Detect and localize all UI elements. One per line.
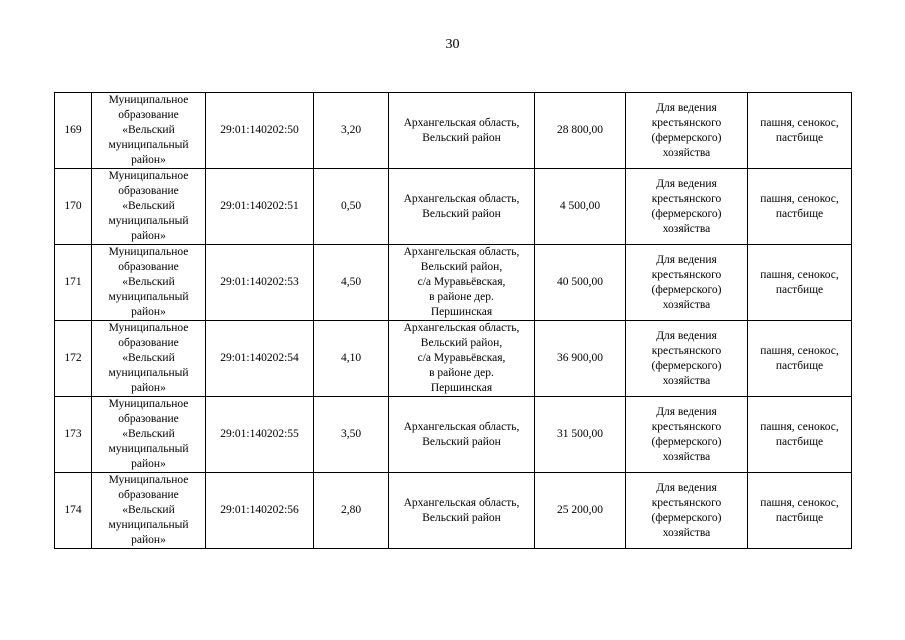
location-line: Вельский район — [422, 511, 501, 524]
permitted-use-line: хозяйства — [662, 222, 711, 235]
land-use-type-line: пастбище — [775, 511, 824, 524]
owner-line: образование — [118, 413, 179, 425]
owner-line: Муниципальное — [108, 94, 189, 106]
permitted-use-cell — [626, 169, 748, 245]
location-line: Першинская — [430, 382, 493, 394]
row-number-cell: 171 — [55, 245, 92, 321]
location-line: с/а Муравьёвская, — [417, 276, 506, 288]
land-use-type-cell — [748, 321, 852, 397]
location-line: в районе дер. — [429, 367, 494, 379]
area-cell: 4,10 — [314, 321, 389, 397]
location-line: Першинская — [430, 306, 493, 318]
land-use-type-line: пастбище — [775, 207, 824, 220]
location-cell — [389, 473, 535, 549]
land-use-type-cell — [748, 93, 852, 169]
price-cell: 36 900,00 — [535, 321, 626, 397]
owner-line: муниципальный — [108, 519, 189, 531]
land-use-type-cell — [748, 245, 852, 321]
land-use-type-line: пашня, сенокос, — [760, 344, 839, 357]
permitted-use-line: (фермерского) — [651, 511, 722, 524]
owner-line: образование — [118, 489, 179, 501]
permitted-use-line: Для ведения — [656, 329, 717, 342]
permitted-use-line: Для ведения — [656, 253, 717, 266]
permitted-use-line: Для ведения — [656, 101, 717, 114]
permitted-use-cell — [626, 93, 748, 169]
permitted-use-line: хозяйства — [662, 526, 711, 539]
permitted-use-line: хозяйства — [662, 450, 711, 463]
area-cell: 4,50 — [314, 245, 389, 321]
location-cell — [389, 397, 535, 473]
owner-line: район» — [131, 230, 166, 242]
land-use-type-line: пашня, сенокос, — [760, 496, 839, 509]
location-line: с/а Муравьёвская, — [417, 352, 506, 364]
location-line: Архангельская область, — [403, 496, 520, 509]
cadastral-number-cell: 29:01:140202:56 — [206, 473, 314, 549]
permitted-use-line: крестьянского — [651, 192, 722, 205]
permitted-use-cell — [626, 397, 748, 473]
location-line: Вельский район, — [420, 337, 503, 349]
land-use-type-cell — [748, 473, 852, 549]
owner-line: Муниципальное — [108, 398, 189, 410]
land-use-type-line: пастбище — [775, 131, 824, 144]
table-body — [55, 93, 852, 549]
permitted-use-line: крестьянского — [651, 268, 722, 281]
location-line: в районе дер. — [429, 291, 494, 303]
location-cell — [389, 321, 535, 397]
owner-line: «Вельский — [122, 124, 175, 136]
land-use-type-line: пашня, сенокос, — [760, 116, 839, 129]
table-row — [55, 397, 852, 473]
owner-line: образование — [118, 337, 179, 349]
owner-cell — [92, 169, 206, 245]
location-line: Вельский район — [422, 435, 501, 448]
owner-line: район» — [131, 534, 166, 546]
owner-line: район» — [131, 458, 166, 470]
owner-line: образование — [118, 261, 179, 273]
location-line: Вельский район, — [420, 261, 503, 273]
owner-line: муниципальный — [108, 443, 189, 455]
location-cell — [389, 245, 535, 321]
permitted-use-line: (фермерского) — [651, 359, 722, 372]
location-line: Вельский район — [422, 207, 501, 220]
land-use-type-line: пастбище — [775, 283, 824, 296]
row-number-cell: 169 — [55, 93, 92, 169]
permitted-use-cell — [626, 473, 748, 549]
permitted-use-cell — [626, 245, 748, 321]
location-line: Архангельская область, — [403, 322, 520, 334]
owner-line: «Вельский — [122, 352, 175, 364]
location-line: Архангельская область, — [403, 420, 520, 433]
table-row — [55, 245, 852, 321]
table-row — [55, 93, 852, 169]
permitted-use-line: (фермерского) — [651, 207, 722, 220]
owner-line: район» — [131, 306, 166, 318]
owner-line: «Вельский — [122, 276, 175, 288]
owner-line: Муниципальное — [108, 474, 189, 486]
permitted-use-line: крестьянского — [651, 116, 722, 129]
location-line: Архангельская область, — [403, 116, 520, 129]
permitted-use-line: хозяйства — [662, 374, 711, 387]
row-number-cell: 172 — [55, 321, 92, 397]
cadastral-number-cell: 29:01:140202:55 — [206, 397, 314, 473]
price-cell: 40 500,00 — [535, 245, 626, 321]
cadastral-number-cell: 29:01:140202:53 — [206, 245, 314, 321]
owner-line: муниципальный — [108, 215, 189, 227]
owner-line: образование — [118, 185, 179, 197]
owner-line: район» — [131, 154, 166, 166]
owner-line: «Вельский — [122, 428, 175, 440]
cadastral-number-cell: 29:01:140202:51 — [206, 169, 314, 245]
permitted-use-line: (фермерского) — [651, 131, 722, 144]
land-use-type-line: пашня, сенокос, — [760, 420, 839, 433]
permitted-use-line: крестьянского — [651, 496, 722, 509]
owner-line: муниципальный — [108, 139, 189, 151]
permitted-use-line: хозяйства — [662, 146, 711, 159]
price-cell: 25 200,00 — [535, 473, 626, 549]
owner-line: Муниципальное — [108, 246, 189, 258]
table-row — [55, 321, 852, 397]
price-cell: 28 800,00 — [535, 93, 626, 169]
price-cell: 31 500,00 — [535, 397, 626, 473]
row-number-cell: 170 — [55, 169, 92, 245]
land-use-type-line: пашня, сенокос, — [760, 268, 839, 281]
area-cell: 0,50 — [314, 169, 389, 245]
table-row — [55, 169, 852, 245]
location-cell — [389, 93, 535, 169]
permitted-use-line: (фермерского) — [651, 283, 722, 296]
land-use-type-cell — [748, 169, 852, 245]
location-line: Архангельская область, — [403, 192, 520, 205]
permitted-use-line: (фермерского) — [651, 435, 722, 448]
owner-line: «Вельский — [122, 200, 175, 212]
location-line: Архангельская область, — [403, 246, 520, 258]
area-cell: 3,20 — [314, 93, 389, 169]
cadastral-number-cell: 29:01:140202:54 — [206, 321, 314, 397]
table-row — [55, 473, 852, 549]
owner-cell — [92, 245, 206, 321]
owner-line: район» — [131, 382, 166, 394]
owner-cell — [92, 473, 206, 549]
permitted-use-line: Для ведения — [656, 405, 717, 418]
cadastral-number-cell: 29:01:140202:50 — [206, 93, 314, 169]
permitted-use-line: Для ведения — [656, 177, 717, 190]
owner-line: Муниципальное — [108, 322, 189, 334]
row-number-cell: 173 — [55, 397, 92, 473]
row-number-cell: 174 — [55, 473, 92, 549]
permitted-use-line: крестьянского — [651, 344, 722, 357]
permitted-use-cell — [626, 321, 748, 397]
permitted-use-line: крестьянского — [651, 420, 722, 433]
permitted-use-line: хозяйства — [662, 298, 711, 311]
page-number: 30 — [445, 37, 460, 52]
land-use-type-line: пастбище — [775, 435, 824, 448]
owner-cell — [92, 93, 206, 169]
owner-line: «Вельский — [122, 504, 175, 516]
owner-line: муниципальный — [108, 367, 189, 379]
owner-line: муниципальный — [108, 291, 189, 303]
owner-cell — [92, 397, 206, 473]
area-cell: 2,80 — [314, 473, 389, 549]
permitted-use-line: Для ведения — [656, 481, 717, 494]
owner-line: образование — [118, 109, 179, 121]
land-use-type-line: пашня, сенокос, — [760, 192, 839, 205]
location-line: Вельский район — [422, 131, 501, 144]
price-cell: 4 500,00 — [535, 169, 626, 245]
area-cell: 3,50 — [314, 397, 389, 473]
land-use-type-cell — [748, 397, 852, 473]
land-plots-table — [54, 92, 852, 549]
owner-cell — [92, 321, 206, 397]
owner-line: Муниципальное — [108, 170, 189, 182]
location-cell — [389, 169, 535, 245]
land-use-type-line: пастбище — [775, 359, 824, 372]
